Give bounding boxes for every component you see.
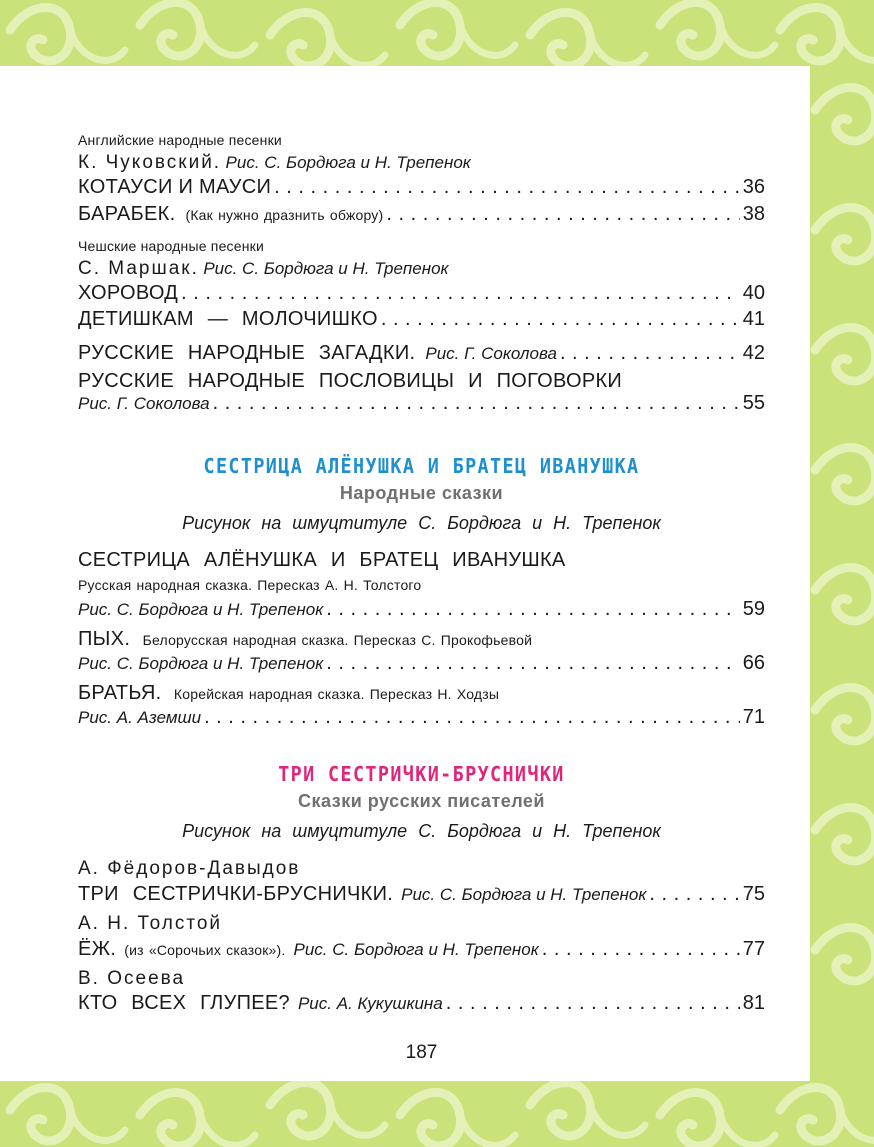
entry-title: РУССКИЕ НАРОДНЫЕ ПОСЛОВИЦЫ И ПОГОВОРКИ (78, 370, 623, 392)
section-subtitle: Народные сказки (339, 483, 504, 503)
author-name: К. Чуковский. (78, 152, 222, 173)
leader-dots (386, 203, 739, 226)
page-ref: 75 (742, 883, 765, 905)
leader-dots (326, 598, 739, 621)
illustrator: Рис. С. Бордюга и Н. Трепенок (203, 259, 449, 278)
entry-title-line (78, 682, 765, 705)
entry-title: КТО ВСЕХ ГЛУПЕЕ? (78, 992, 290, 1014)
toc-entry[interactable] (78, 706, 765, 729)
entry-title: ЁЖ. (78, 938, 117, 960)
entry-title: СЕСТРИЦА АЛЁНУШКА И БРАТЕЦ ИВАНУШКА (78, 549, 566, 571)
page-ref: 40 (742, 282, 765, 304)
page-ref: 36 (742, 176, 765, 198)
entry-note: (Как нужно дразнить обжору) (185, 207, 384, 223)
page-ref: 66 (742, 652, 765, 674)
page-ref: 38 (742, 203, 765, 225)
illustrator: Рис. С. Бордюга и Н. Трепенок (78, 654, 324, 673)
entry-title: ПЫХ. (78, 628, 131, 650)
leader-dots (649, 883, 739, 906)
author-name: В. Осеева (78, 968, 186, 989)
page-ref: 55 (742, 392, 765, 414)
leader-dots (204, 706, 740, 729)
page-ref: 77 (742, 938, 765, 960)
toc-entry[interactable] (78, 203, 765, 226)
leader-dots (542, 938, 740, 961)
author-line (78, 152, 765, 174)
illustrator: Рис. С. Бордюга и Н. Трепенок (78, 600, 324, 619)
author-name: А. Фёдоров-Давыдов (78, 858, 301, 879)
illustrator: Рис. С. Бордюга и Н. Трепенок (225, 153, 471, 172)
toc-entry[interactable] (78, 282, 765, 305)
section-title: ТРИ СЕСТРИЧКИ-БРУСНИЧКИ (278, 762, 565, 786)
entry-title: ТРИ СЕСТРИЧКИ-БРУСНИЧКИ. (78, 883, 394, 905)
entry-note: (из «Сорочьих сказок»). (124, 942, 286, 958)
page (0, 66, 810, 1081)
page-ref: 41 (742, 308, 765, 330)
entry-title: БРАТЬЯ. (78, 682, 162, 704)
leader-dots (326, 652, 739, 675)
page-ref: 42 (742, 342, 765, 364)
illustrator: Рис. Г. Соколова (425, 344, 557, 363)
section-illustration: Рисунок на шмуцтитуле С. Бордюга и Н. Трепенок (182, 821, 661, 841)
illustrator: Рис. С. Бордюга и Н. Трепенок (293, 940, 539, 959)
entry-note: Русская народная сказка. Пересказ А. Н. Толстого (78, 577, 422, 593)
toc-entry[interactable] (78, 598, 765, 621)
leader-dots (181, 282, 740, 305)
entry-title: КОТАУСИ И МАУСИ (78, 176, 272, 198)
entry-title: БАРАБЕК. (78, 203, 176, 225)
toc-entry[interactable] (78, 652, 765, 675)
author-name: А. Н. Толстой (78, 913, 223, 934)
block-heading: Чешские народные песенки (78, 238, 265, 254)
leader-dots (560, 342, 740, 365)
entry-title: РУССКИЕ НАРОДНЫЕ ЗАГАДКИ. (78, 342, 416, 364)
author-name: С. Маршак. (78, 258, 199, 279)
page-ref: 59 (742, 598, 765, 620)
toc-entry[interactable] (78, 938, 765, 961)
illustrator: Рис. А. Аземши (78, 708, 202, 727)
section-illustration: Рисунок на шмуцтитуле С. Бордюга и Н. Трепенок (182, 513, 661, 533)
section-subtitle: Сказки русских писателей (298, 791, 545, 811)
entry-title-line (78, 628, 765, 651)
entry-title: ХОРОВОД (78, 282, 179, 304)
leader-dots (446, 992, 740, 1015)
toc-entry[interactable] (78, 883, 765, 906)
leader-dots (213, 392, 740, 415)
author-line (78, 258, 765, 280)
illustrator: Рис. Г. Соколова (78, 394, 210, 413)
toc-entry[interactable] (78, 392, 765, 415)
leader-dots (381, 308, 740, 331)
illustrator: Рис. А. Кукушкина (297, 994, 443, 1013)
entry-note: Белорусская народная сказка. Пересказ С. Прокофьевой (142, 632, 533, 648)
block-heading: Английские народные песенки (78, 132, 282, 148)
toc-entry[interactable] (78, 176, 765, 199)
page-ref: 71 (742, 706, 765, 728)
entry-note: Корейская народная сказка. Пересказ Н. Ходзы (173, 686, 500, 702)
entry-title: ДЕТИШКАМ — МОЛОЧИШКО (78, 308, 378, 330)
toc-entry[interactable] (78, 308, 765, 331)
leader-dots (274, 176, 740, 199)
section-title: СЕСТРИЦА АЛЁНУШКА И БРАТЕЦ ИВАНУШКА (203, 454, 640, 478)
toc-entry[interactable] (78, 992, 765, 1015)
illustrator: Рис. С. Бордюга и Н. Трепенок (401, 885, 647, 904)
page-number: 187 (405, 1042, 438, 1063)
toc-entry[interactable] (78, 342, 765, 365)
page-ref: 81 (742, 992, 765, 1014)
